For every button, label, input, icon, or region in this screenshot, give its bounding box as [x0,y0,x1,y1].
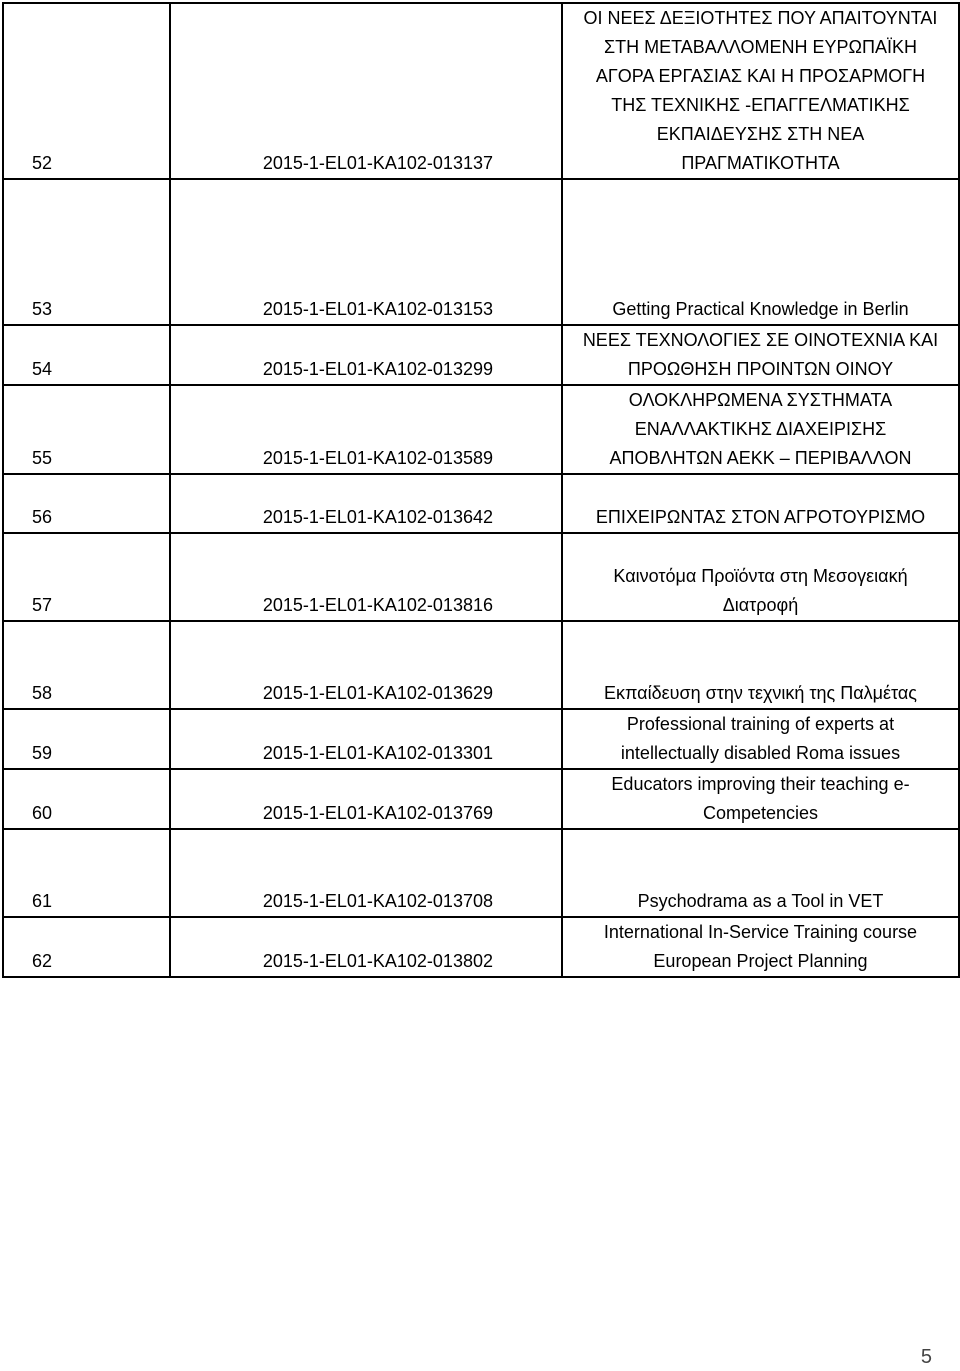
project-code: 2015-1-EL01-KA102-013816 [170,533,562,621]
table-row [3,769,959,829]
project-title: Εκπαίδευση στην τεχνική της Παλμέτας [562,621,959,709]
table-row [3,325,959,385]
project-title: Καινοτόμα Προϊόντα στη Μεσογειακή Διατροφή [562,533,959,621]
row-number: 53 [3,179,170,325]
project-code: 2015-1-EL01-KA102-013708 [170,829,562,917]
page-number: 5 [920,1346,932,1368]
table-row [3,917,959,977]
project-code: 2015-1-EL01-KA102-013153 [170,179,562,325]
row-number: 60 [3,769,170,829]
row-number: 54 [3,325,170,385]
table-row [3,621,959,709]
project-code: 2015-1-EL01-KA102-013802 [170,917,562,977]
project-code: 2015-1-EL01-KA102-013629 [170,621,562,709]
table-row [3,385,959,474]
row-number: 59 [3,709,170,769]
project-title: ΟΛΟΚΛΗΡΩΜΕΝΑ ΣΥΣΤΗΜΑΤΑ ΕΝΑΛΛΑΚΤΙΚΗΣ ΔΙΑΧΕΙΡΙΣΗΣ ΑΠΟΒΛΗΤΩΝ ΑΕΚΚ – ΠΕΡΙΒΑΛΛΟΝ [562,385,959,474]
row-number: 61 [3,829,170,917]
project-code: 2015-1-EL01-KA102-013769 [170,769,562,829]
row-number: 57 [3,533,170,621]
project-title: ΝΕΕΣ ΤΕΧΝΟΛΟΓΙΕΣ ΣΕ ΟΙΝΟΤΕΧΝΙΑ ΚΑΙ ΠΡΟΩΘΗΣΗ ΠΡΟΙΝΤΩΝ ΟΙΝΟΥ [562,325,959,385]
table-row [3,474,959,533]
table-row [3,179,959,325]
row-number: 55 [3,385,170,474]
project-code: 2015-1-EL01-KA102-013301 [170,709,562,769]
project-code: 2015-1-EL01-KA102-013137 [170,3,562,179]
row-number: 58 [3,621,170,709]
project-title: Getting Practical Knowledge in Berlin [562,179,959,325]
table-row [3,3,959,179]
projects-table [2,2,960,978]
project-title: ΟΙ ΝΕΕΣ ΔΕΞΙΟΤΗΤΕΣ ΠΟΥ ΑΠΑΙΤΟΥΝΤΑΙ ΣΤΗ ΜΕΤΑΒΑΛΛΟΜΕΝΗ ΕΥΡΩΠΑΪΚΗ ΑΓΟΡΑ ΕΡΓΑΣΙΑΣ ΚΑΙ Η ΠΡΟΣΑΡΜΟΓΗ ΤΗΣ ΤΕΧΝΙΚΗΣ -ΕΠΑΓΓΕΛΜΑΤΙΚΗΣ ΕΚΠΑΙΔΕΥΣΗΣ ΣΤΗ ΝΕΑ ΠΡΑΓΜΑΤΙΚΟΤΗΤΑ [562,3,959,179]
row-number: 52 [3,3,170,179]
table-row [3,829,959,917]
project-code: 2015-1-EL01-KA102-013299 [170,325,562,385]
project-title: ΕΠΙΧΕΙΡΩΝΤΑΣ ΣΤΟΝ ΑΓΡΟΤΟΥΡΙΣΜΟ [562,474,959,533]
project-code: 2015-1-EL01-KA102-013642 [170,474,562,533]
project-title: Educators improving their teaching e-Competencies [562,769,959,829]
table-row [3,709,959,769]
row-number: 56 [3,474,170,533]
project-code: 2015-1-EL01-KA102-013589 [170,385,562,474]
project-title: Psychodrama as a Tool in VET [562,829,959,917]
project-title: International In-Service Training course European Project Planning [562,917,959,977]
project-title: Professional training of experts at intellectually disabled Roma issues [562,709,959,769]
table-row [3,533,959,621]
row-number: 62 [3,917,170,977]
